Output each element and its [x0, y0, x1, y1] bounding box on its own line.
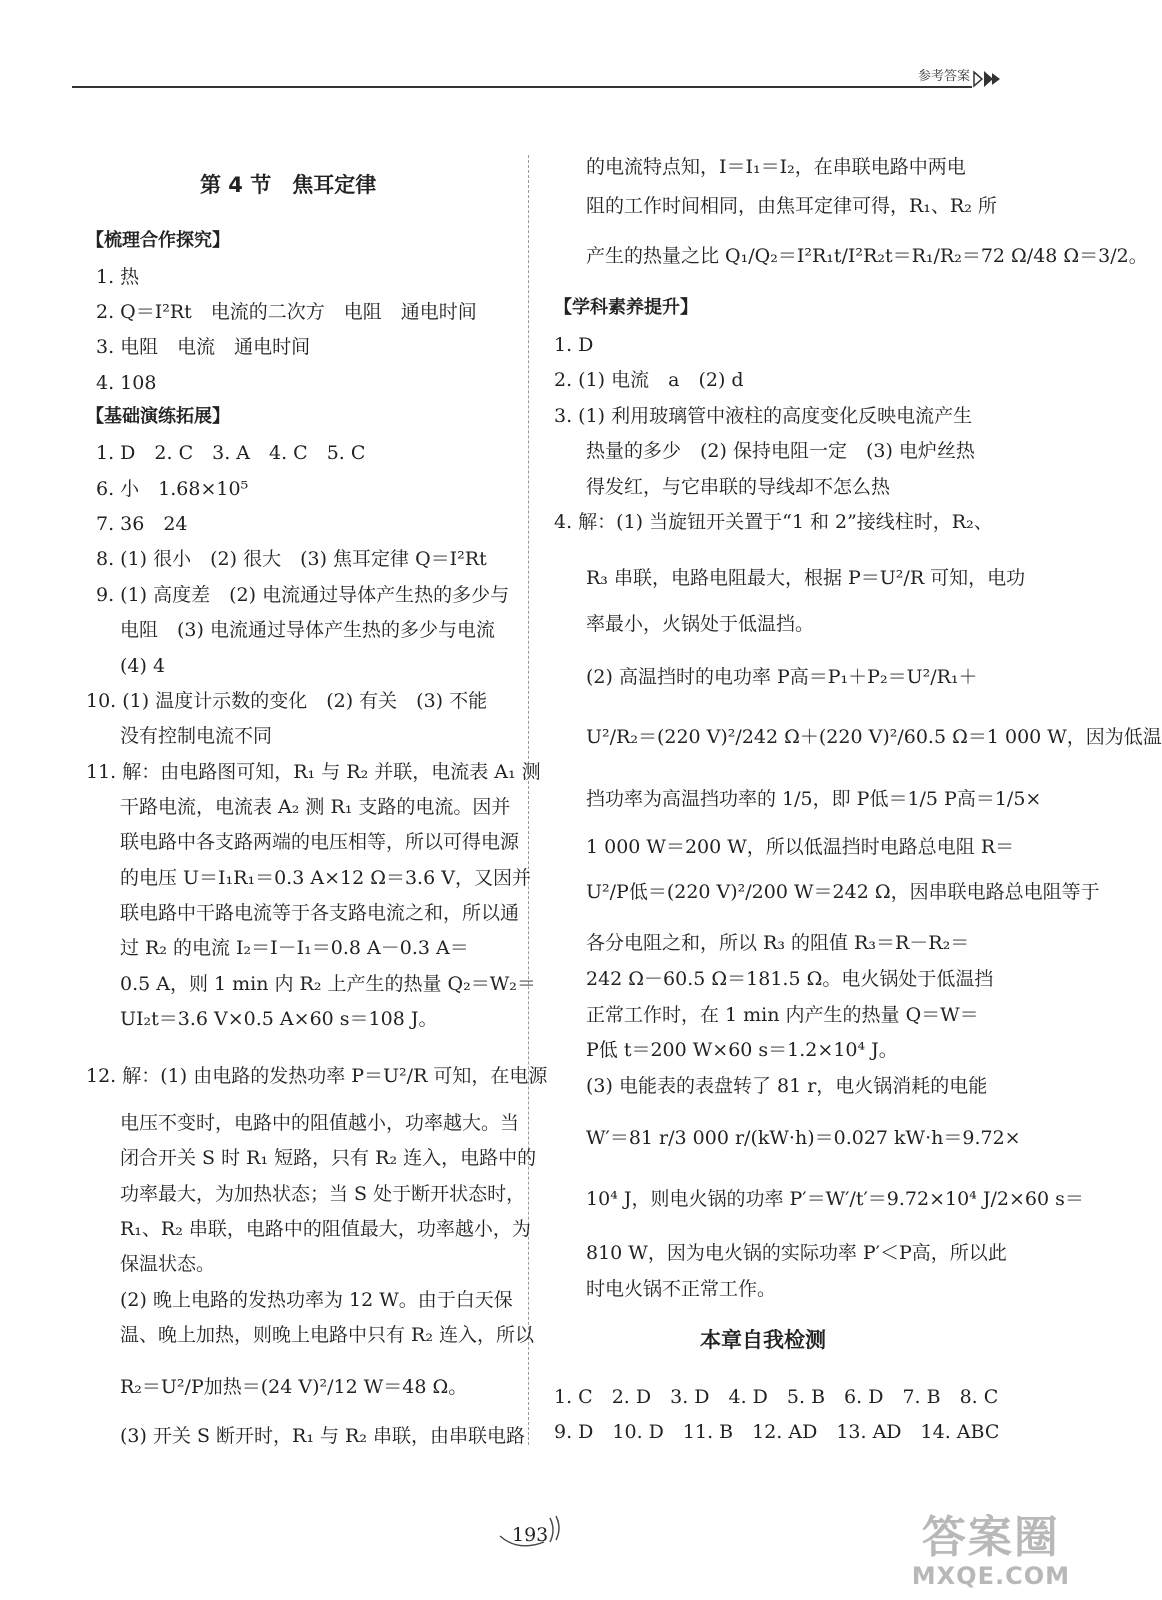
right-text-line: 1. D	[554, 334, 594, 356]
left-text-line: 3. 电阻 电流 通电时间	[96, 336, 311, 358]
left-text-line: R₂＝U²/P加热＝(24 V)²/12 W＝48 Ω。	[120, 1376, 468, 1398]
right-text-line: R₃ 串联，电路电阻最大，根据 P＝U²/R 可知，电功	[586, 567, 1026, 589]
left-text-line: UI₂t＝3.6 V×0.5 A×60 s＝108 J。	[120, 1008, 438, 1030]
right-text-line: 各分电阻之和，所以 R₃ 的阻值 R₃＝R－R₂＝	[586, 932, 970, 954]
left-text-line: 保温状态。	[120, 1253, 216, 1275]
left-text-line: 功率最大，为加热状态；当 S 处于断开状态时，	[120, 1183, 526, 1205]
left-text-line: 的电压 U＝I₁R₁＝0.3 A×12 Ω＝3.6 V，又因并	[120, 867, 531, 889]
left-text-line: (2) 晚上电路的发热功率为 12 W。由于白天保	[120, 1289, 513, 1311]
right-text-line: 挡功率为高温挡功率的 1/5，即 P低＝1/5 P高＝1/5×	[586, 788, 1042, 810]
right-text-line: 【学科素养提升】	[554, 297, 698, 318]
right-text-line: 3. (1) 利用玻璃管中液柱的高度变化反映电流产生	[554, 405, 973, 427]
right-text-line: 1 000 W＝200 W，所以低温挡时电路总电阻 R＝	[586, 836, 1015, 858]
left-text-line: R₁、R₂ 串联，电路中的阻值最大，功率越小，为	[120, 1218, 531, 1240]
right-text-line: 热量的多少 (2) 保持电阻一定 (3) 电炉丝热	[586, 440, 975, 462]
left-text-line: 0.5 A，则 1 min 内 R₂ 上产生的热量 Q₂＝W₂＝	[120, 973, 536, 995]
left-text-line: 【基础演练拓展】	[86, 406, 230, 427]
left-text-line: 12. 解：(1) 由电路的发热功率 P＝U²/R 可知，在电源	[86, 1065, 548, 1087]
column-divider	[528, 155, 529, 1445]
right-text-line: 本章自我检测	[700, 1328, 826, 1352]
right-text-line: U²/R₂＝(220 V)²/242 Ω＋(220 V)²/60.5 Ω＝1 000 W，因为低温	[586, 726, 1162, 748]
right-text-line: (3) 电能表的表盘转了 81 r，电火锅消耗的电能	[586, 1075, 988, 1097]
left-text-line: 2. Q＝I²Rt 电流的二次方 电阻 通电时间	[96, 301, 477, 323]
right-text-line: 时电火锅不正常工作。	[586, 1278, 777, 1300]
left-text-line: (4) 4	[120, 655, 166, 677]
left-text-line: 10. (1) 温度计示数的变化 (2) 有关 (3) 不能	[86, 690, 488, 712]
right-text-line: 1. C 2. D 3. D 4. D 5. B 6. D 7. B 8. C	[554, 1386, 999, 1408]
watermark-title: 答案圈	[921, 1512, 1060, 1563]
right-text-line: 的电流特点知，I＝I₁＝I₂，在串联电路中两电	[586, 156, 966, 178]
right-text-line: W′＝81 r/3 000 r/(kW·h)＝0.027 kW·h＝9.72×	[586, 1127, 1021, 1149]
left-text-line: 干路电流，电流表 A₂ 测 R₁ 支路的电流。因并	[120, 796, 511, 818]
right-text-line: 242 Ω－60.5 Ω＝181.5 Ω。电火锅处于低温挡	[586, 968, 994, 990]
right-text-line: 4. 解：(1) 当旋钮开关置于“1 和 2”接线柱时，R₂、	[554, 511, 993, 533]
header-rule	[72, 86, 972, 88]
right-text-line: 产生的热量之比 Q₁/Q₂＝I²R₁t/I²R₂t＝R₁/R₂＝72 Ω/48 Ω＝3/2。	[586, 245, 1148, 267]
left-text-line: 1. 热	[96, 266, 140, 288]
left-text-line: 8. (1) 很小 (2) 很大 (3) 焦耳定律 Q＝I²Rt	[96, 548, 487, 570]
page-header	[72, 58, 1012, 98]
right-text-line: 10⁴ J，则电火锅的功率 P′＝W′/t′＝9.72×10⁴ J/2×60 s＝	[586, 1188, 1084, 1210]
left-text-line: 7. 36 24	[96, 513, 188, 535]
left-text-line: 过 R₂ 的电流 I₂＝I－I₁＝0.8 A－0.3 A＝	[120, 937, 469, 959]
right-text-line: 2. (1) 电流 a (2) d	[554, 369, 744, 391]
left-text-line: 【梳理合作探究】	[86, 230, 230, 251]
left-text-line: 11. 解：由电路图可知，R₁ 与 R₂ 并联，电流表 A₁ 测	[86, 761, 541, 783]
right-text-line: 810 W，因为电火锅的实际功率 P′＜P高，所以此	[586, 1242, 1007, 1264]
header-label: 参考答案	[917, 69, 970, 84]
left-text-line: 4. 108	[96, 372, 157, 394]
right-text-line: 阻的工作时间相同，由焦耳定律可得，R₁、R₂ 所	[586, 195, 997, 217]
left-text-line: (3) 开关 S 断开时，R₁ 与 R₂ 串联，由串联电路	[120, 1425, 526, 1447]
right-text-line: P低 t＝200 W×60 s＝1.2×10⁴ J。	[586, 1039, 898, 1061]
left-text-line: 6. 小 1.68×10⁵	[96, 478, 249, 500]
left-text-line: 电压不变时，电路中的阻值越小，功率越大。当	[120, 1112, 520, 1134]
left-text-line: 9. (1) 高度差 (2) 电流通过导体产生热的多少与	[96, 584, 510, 606]
left-text-line: 闭合开关 S 时 R₁ 短路，只有 R₂ 连入，电路中的	[120, 1147, 537, 1169]
right-text-line: 得发红，与它串联的导线却不怎么热	[586, 476, 891, 498]
right-text-line: 9. D 10. D 11. B 12. AD 13. AD 14. ABC	[554, 1421, 1000, 1443]
left-text-line: 联电路中各支路两端的电压相等，所以可得电源	[120, 831, 520, 853]
left-text-line: 电阻 (3) 电流通过导体产生热的多少与电流	[120, 619, 495, 641]
right-text-line: 正常工作时，在 1 min 内产生的热量 Q＝W＝	[586, 1004, 979, 1026]
left-text-line: 第 4 节 焦耳定律	[200, 173, 377, 197]
left-text-line: 1. D 2. C 3. A 4. C 5. C	[96, 442, 366, 464]
arrow-icon	[974, 70, 1000, 88]
watermark	[912, 1514, 1070, 1590]
page-number: 193	[512, 1524, 549, 1546]
left-text-line: 联电路中干路电流等于各支路电流之和，所以通	[120, 902, 520, 924]
right-text-line: (2) 高温挡时的电功率 P高＝P₁＋P₂＝U²/R₁＋	[586, 666, 978, 688]
left-text-line: 没有控制电流不同	[120, 725, 273, 747]
left-text-line: 温、晚上加热，则晚上电路中只有 R₂ 连入，所以	[120, 1324, 535, 1346]
right-text-line: 率最小，火锅处于低温挡。	[586, 613, 815, 635]
right-text-line: U²/P低＝(220 V)²/200 W＝242 Ω，因串联电路总电阻等于	[586, 881, 1100, 903]
watermark-url: MXQE.COM	[911, 1562, 1070, 1590]
